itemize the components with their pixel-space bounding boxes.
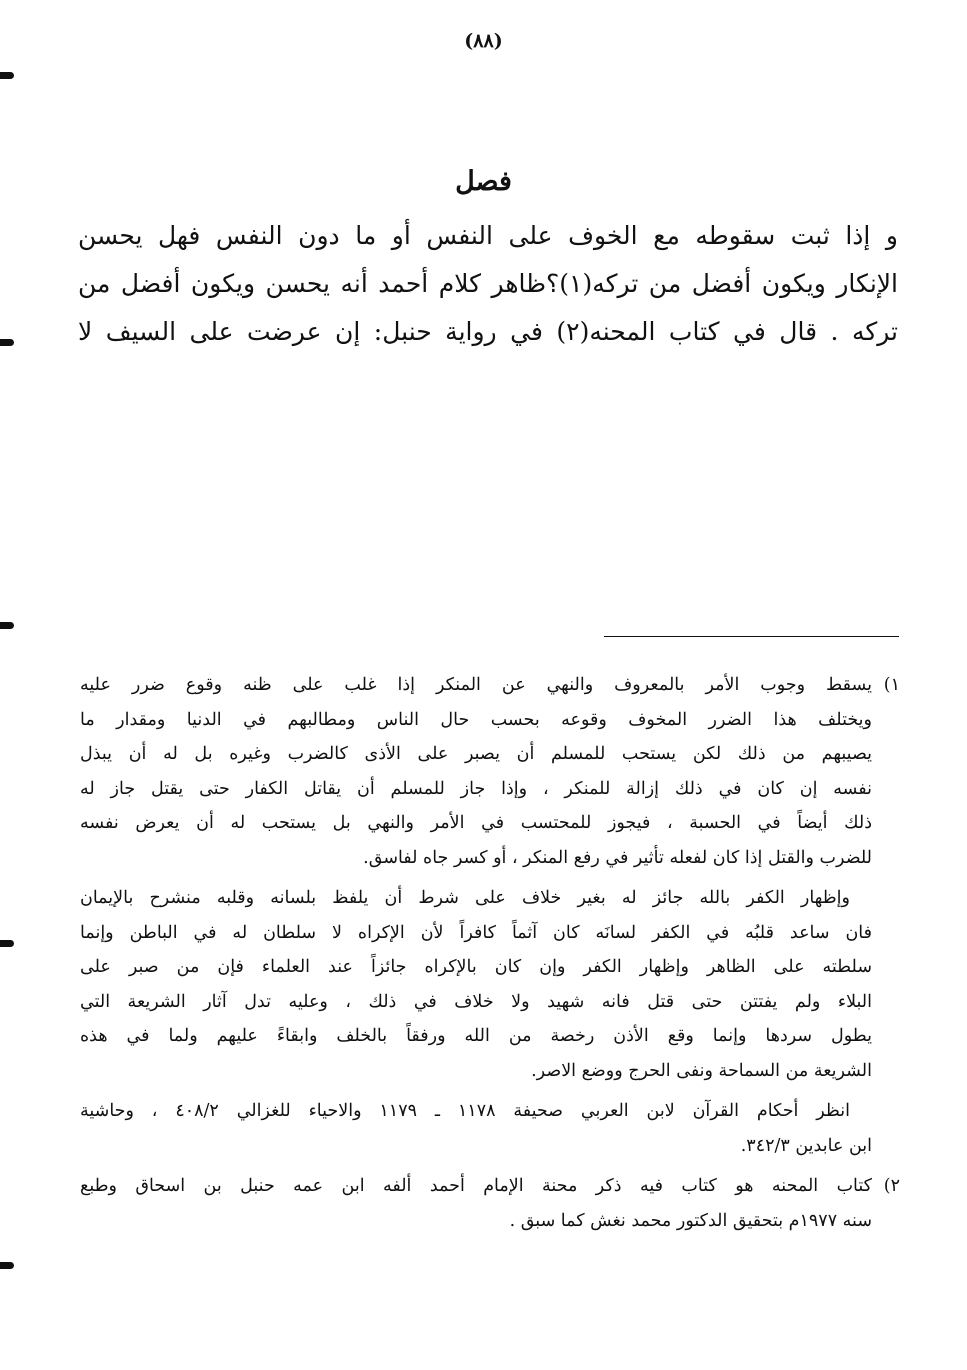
footnote-line: يصيبهم من ذلك لكن يستحب للمسلم أن يصبر على الأذى كالضرب وغيره بل له أن يبذل (80, 744, 872, 764)
body-line: تركه . قال في كتاب المحنه(٢) في رواية حنبل: إن عرضت على السيف لا (78, 317, 898, 346)
margin-mark (0, 339, 14, 346)
footnote-line: ويختلف هذا الضرر المخوف وقوعه بحسب حال الناس ومطالبهم في الدنيا ومقدار ما (80, 709, 872, 730)
body-text (78, 212, 898, 356)
footnote-1 (80, 668, 900, 1163)
footnote-line: نفسه إن كان في ذلك إزالة للمنكر ، وإذا جاز للمسلم أن يقاتل الكفار حتى يقتل جاز له (80, 778, 872, 799)
footnote-line: ابن عابدين ٣٤٢/٣. (740, 1135, 872, 1156)
footnote-line: للضرب والقتل إذا كان لفعله تأثير في رفع المنكر ، أو كسر جاه لفاسق. (363, 847, 872, 868)
footnote-line: انظر أحكام القرآن لابن العربي صحيفة ١١٧٨ ـ ١١٧٩ والاحياء للغزالي ٤٠٨/٢ ، وحاشية (80, 1101, 850, 1121)
footnote-line: كتاب المحنه هو كتاب فيه ذكر محنة الإمام أحمد ألفه ابن عمه حنبل بن اسحاق وطبع (80, 1176, 872, 1196)
footnotes (80, 668, 900, 1238)
footnote-line: سنه ١٩٧٧م بتحقيق الدكتور محمد نغش كما سبق . (509, 1210, 872, 1231)
margin-mark (0, 1262, 14, 1269)
footnote-line: يطول سردها وإنما وقع الأذن رخصة من الله ورفقاً بالخلف وابقاءً عليهم ولما في هذه (80, 1026, 872, 1046)
margin-mark (0, 940, 14, 947)
footnote-number: ٢) (883, 1176, 900, 1196)
body-line: و إذا ثبت سقوطه مع الخوف على النفس أو ما دون النفس فهل يحسن (78, 221, 898, 250)
footnote-separator (604, 636, 899, 637)
footnote-line: يسقط وجوب الأمر بالمعروف والنهي عن المنكر إذا غلب على ظنه وقوع ضرر عليه (80, 675, 872, 695)
footnote-line: فان ساعد قلبُه في الكفر لسانَه كان آثماً كافراً لأن الإكراه لا سلطان له في الباطن وإنما (80, 922, 872, 943)
margin-mark (0, 622, 14, 629)
footnote-number: ١) (883, 675, 900, 695)
footnote-2 (80, 1169, 900, 1238)
body-line: الإنكار ويكون أفضل من تركه(١)؟ظاهر كلام أحمد أنه يحسن ويكون أفضل من (78, 269, 898, 298)
footnote-line: الشريعة من السماحة ونفى الحرج ووضع الاصر. (531, 1060, 872, 1081)
footnote-line: ذلك أيضاً في الحسبة ، فيجوز للمحتسب في الأمر والنهي بل يستحب له أن يعرض نفسه (80, 813, 872, 833)
page-number: (٨٨) (464, 30, 503, 52)
footnote-line: سلطته على الظاهر وإظهار الكفر وإن كان بالإكراه جائزاً عند العلماء فإن من صبر على (80, 957, 872, 977)
footnote-line: وإظهار الكفر بالله جائز له بغير خلاف على شرط أن يلفظ بلسانه وقلبه منشرح بالإيمان (80, 888, 850, 908)
section-title: فصل (455, 166, 512, 197)
margin-mark (0, 72, 14, 79)
footnote-line: البلاء ولم يفتتن حتى قتل فانه شهيد ولا خلاف في ذلك ، وعليه تدل آثار الشريعة التي (80, 991, 872, 1012)
